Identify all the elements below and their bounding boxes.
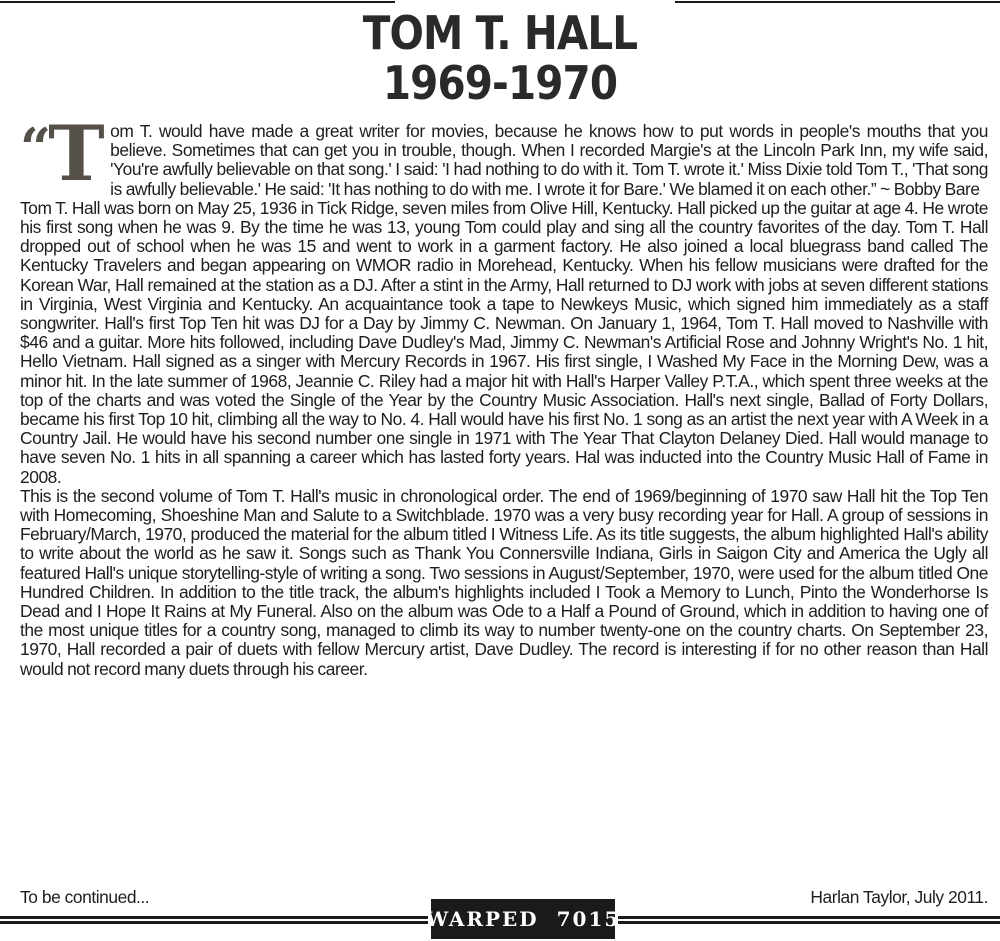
opening-quote xyxy=(20,109,988,199)
page-title xyxy=(0,8,1000,108)
bottom-rule-right xyxy=(618,916,1000,924)
label-name: WARPED xyxy=(425,907,539,931)
title-artist: TOM T. HALL xyxy=(362,6,638,60)
quote-text: om T. would have made a great writer for movies, because he knows how to put words in people's mouths that you believe. Sometimes that can get you in trouble, though. When I recorded Margie's at the Lincoln Park Inn, my wife said, 'You're awfully believable on that song.' I said: 'I had nothing to do with it. Tom T. wrote it.' Miss Dixie told Tom T., 'That song is awfully believable.' He said: 'It has nothing to do with me. I wrote it for Bare.' We blamed it on each other.” ~ Bobby Bare xyxy=(110,121,988,199)
bottom-rule-left xyxy=(0,916,428,924)
open-quote-mark: “ xyxy=(20,116,49,180)
top-rule-left xyxy=(0,1,395,3)
liner-notes-body xyxy=(20,109,988,679)
drop-cap-letter: T xyxy=(48,109,105,198)
title-years: 1969-1970 xyxy=(382,56,618,110)
biography-paragraph: Tom T. Hall was born on May 25, 1936 in Tick Ridge, seven miles from Olive Hill, Kentucky. Hall picked up the guitar at age 4. He wrote his first song when he was 9. By the time he was 13, young Tom could play and sing all the country favorites of the day. Tom T. Hall dropped out of school when he was 15 and went to work in a garment factory. He also joined a local bluegrass band called The Kentucky Travelers and began appearing on WMOR radio in Morehead, Kentucky. When his fellow musicians were drafted for the Korean War, Hall remained at the station as a DJ. After a stint in the Army, Hall returned to DJ work with jobs at seven different stations in Virginia, West Virginia and Kentucky. An acquaintance took a tape to Newkeys Music, which signed him immediately as a staff songwriter. Hall's first Top Ten hit was DJ for a Day by Jimmy C. Newman. On January 1, 1964, Tom T. Hall moved to Nashville with $46 and a guitar. More hits followed, including Dave Dudley's Mad, Jimmy C. Newman's Artificial Rose and Johnny Wright's No. 1 hit, Hello Vietnam. Hall signed as a singer with Mercury Records in 1967. His first single, I Washed My Face in the Morning Dew, was a minor hit. In the late summer of 1968, Jeannie C. Riley had a major hit with Hall's Harper Valley P.T.A., which spent three weeks at the top of the charts and was voted the Single of the Year by the Country Music Association. Hall's next single, Ballad of Forty Dollars, became his first Top 10 hit, climbing all the way to No. 4. Hall would have his first No. 1 song as an artist the next year with A Week in a Country Jail. He would have his second number one single in 1971 with The Year That Clayton Delaney Died. Hall would manage to have seven No. 1 hits in all spanning a career which has lasted forty years. Hal was inducted into the Country Music Hall of Fame in 2008. xyxy=(20,197,988,487)
catalog-number: 7015 xyxy=(556,907,621,931)
author-signature: Harlan Taylor, July 2011. xyxy=(810,887,988,907)
to-be-continued: To be continued... xyxy=(20,887,150,907)
album-notes-paragraph: This is the second volume of Tom T. Hall's music in chronological order. The end of 1969/beginning of 1970 saw Hall hit the Top Ten with Homecoming, Shoeshine Man and Salute to a Switchblade. 1970 was a very busy recording year for Hall. A group of sessions in February/March, 1970, produced the material for the album titled I Witness Life. As its title suggests, the album highlighted Hall's ability to write about the world as he saw it. Songs such as Thank You Connersville Indiana, Girls in Saigon City and America the Ugly all featured Hall's unique storytelling-style of writing a song. Two sessions in August/September, 1970, were used for the album titled One Hundred Children. In addition to the title track, the album's highlights included I Took a Memory to Lunch, Pinto the Wonderhorse Is Dead and I Hope It Rains at My Funeral. Also on the album was Ode to a Half a Pound of Ground, which in addition to having one of the most unique titles for a country song, managed to climb its way to number twenty-one on the country charts. On September 23, 1970, Hall recorded a pair of duets with fellow Mercury artist, Dave Dudley. The record is interesting if for no other reason than Hall would not record many duets through his career. xyxy=(20,485,988,679)
top-rule-right xyxy=(675,1,1000,3)
drop-cap xyxy=(20,109,105,198)
label-catalog-badge xyxy=(425,899,621,939)
